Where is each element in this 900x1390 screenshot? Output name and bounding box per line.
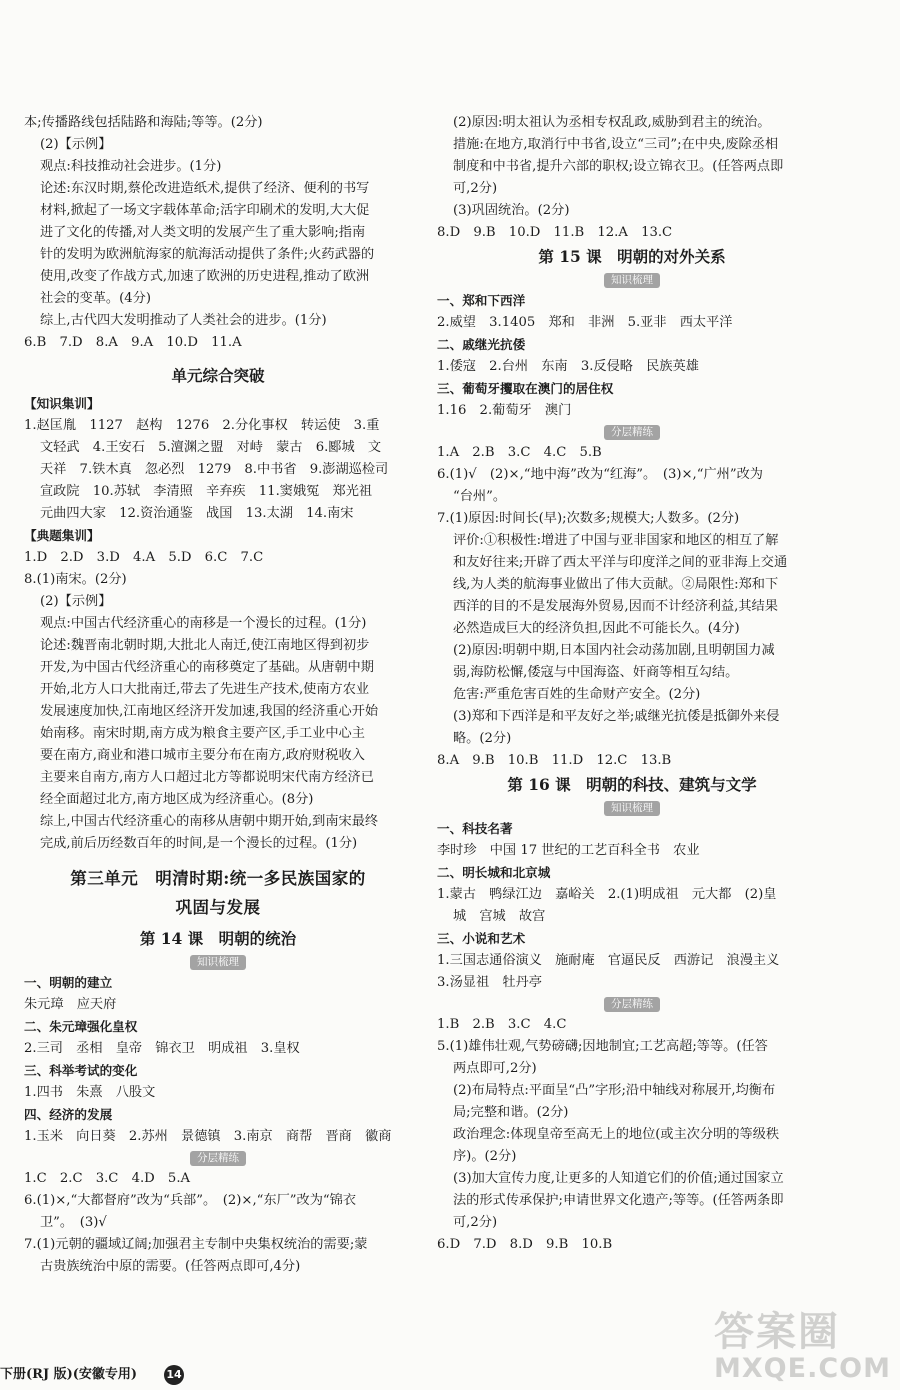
text-line: 经全面超过北方,南方地区成为经济重心。(8分) [40,792,314,807]
unit-review-title: 单元综合突破 [171,366,265,385]
answer-line: 6.D 7.D 8.D 9.B 10.B [437,1237,613,1252]
text-line: (2)原因:明太祖认为丞相专权乱政,威胁到君主的统治。 [453,115,771,130]
text-line: 开发,为中国古代经济重心的南移奠定了基础。从唐朝中期 [40,660,374,675]
section-heading: 四、经济的发展 [24,1107,113,1122]
text-line: 6.(1)×,“大都督府”改为“兵部”。 (2)×,“东厂”改为“锦衣 [24,1193,357,1208]
text-line: 论述:东汉时期,蔡伦改进造纸术,提供了经济、便利的书写 [40,181,370,196]
lesson-title: 第 15 课 明朝的对外关系 [538,247,726,266]
lesson-title: 第 14 课 明朝的统治 [139,929,297,948]
text-line: 两点即可,2分) [453,1061,537,1076]
text-line: (3)巩固统治。(2分) [453,203,570,218]
section-tag: 分层精练 [190,1151,246,1166]
section-tag: 分层精练 [604,425,660,440]
text-line: 略。(2分) [453,731,512,746]
text-line: 西洋的目的不是发展海外贸易,因而不计经济利益,其结果 [453,599,778,614]
text-line: 局;完整和谐。(2分) [453,1105,569,1120]
answer-line: 8.A 9.B 10.B 11.D 12.C 13.B [437,753,672,768]
text-line: 制度和中书省,提升六部的职权;设立锦衣卫。(任答两点即 [453,159,784,174]
text-line: 1.倭寇 2.台州 东南 3.反侵略 民族英雄 [437,359,699,374]
text-line: 综上,中国古代经济重心的南移从唐朝中期开始,到南宋最终 [40,814,379,829]
text-line: 措施:在地方,取消行中书省,设立“三司”;在中央,废除丞相 [453,137,779,152]
text-line: 宣政院 10.苏轼 李清照 辛弃疾 11.窦娥冤 郑光祖 [40,484,373,499]
text-line: 评价:①积极性:增进了中国与亚非国家和地区的相互了解 [453,533,779,548]
book-edition-label: 下册(RJ 版)(安徽专用) [0,1367,138,1382]
text-line: 开始,北方人口大批南迁,带去了先进生产技术,使南方农业 [40,682,370,697]
text-line: (3)加大宣传力度,让更多的人知道它们的价值;通过国家立 [453,1171,784,1186]
answer-line: 1.B 2.B 3.C 4.C [437,1017,567,1032]
unit-title: 第三单元 明清时期:统一多民族国家的 [70,869,366,888]
text-line: 主要来自南方,南方人口超过北方等都说明宋代南方经济已 [40,770,374,785]
text-line: 弱,海防松懈,倭寇与中国海盗、奸商等相互勾结。 [453,665,739,680]
text-line: 进了文化的传播,对人类文明的发展产生了重大影响;指南 [40,225,366,240]
watermark-url: MXQE.COM [714,1353,891,1384]
answer-line: 1.D 2.D 3.D 4.A 5.D 6.C 7.C [24,550,264,565]
section-tag: 分层精练 [604,997,660,1012]
text-line: 3.汤显祖 牡丹亭 [437,975,542,990]
text-line: 1.玉米 向日葵 2.苏州 景德镇 3.南京 商帮 晋商 徽商 [24,1129,392,1144]
text-line: 8.(1)南宋。(2分) [24,572,127,587]
answer-line: 1.A 2.B 3.C 4.C 5.B [437,445,602,460]
watermark-text: 答案圈 [714,1309,840,1355]
text-line: (2)【示例】 [40,594,112,609]
section-heading: 三、葡萄牙攫取在澳门的居住权 [437,381,614,396]
right-column [437,112,827,1256]
watermark-logo [714,1310,894,1386]
text-line: (2)原因:明朝中期,日本国内社会动荡加剧,且明朝国力减 [453,643,775,658]
section-heading: 【典题集训】 [24,528,100,543]
text-line: 针的发明为欧洲航海家的航海活动提供了条件;火药武器的 [40,247,375,262]
text-line: 7.(1)原因:时间长(早);次数多;规模大;人数多。(2分) [437,511,740,526]
text-line: 和友好往来;开辟了西太平洋与印度洋之间的亚非海上交通 [453,555,788,570]
text-line: 1.16 2.葡萄牙 澳门 [437,403,572,418]
text-line: 社会的变革。(4分) [40,291,151,306]
answer-line: 8.D 9.B 10.D 11.B 12.A 13.C [437,225,673,240]
section-heading: 一、科技名著 [437,821,513,836]
text-line: 6.(1)√ (2)×,“地中海”改为“红海”。 (3)×,“广州”改为 [437,467,763,482]
section-heading: 【知识集训】 [24,396,100,411]
text-line: (2)【示例】 [40,137,112,152]
section-heading: 二、戚继光抗倭 [437,337,526,352]
section-tag: 知识梳理 [604,273,660,288]
answer-line: 1.C 2.C 3.C 4.D 5.A [24,1171,191,1186]
text-line: 危害:严重危害百姓的生命财产安全。(2分) [453,687,701,702]
lesson-title: 第 16 课 明朝的科技、建筑与文学 [507,775,757,794]
answer-line: 6.B 7.D 8.A 9.A 10.D 11.A [24,335,242,350]
text-line: 5.(1)雄伟壮观,气势磅礴;因地制宜;工艺高超;等等。(任答 [437,1039,768,1054]
text-line: 线,为人类的航海事业做出了伟大贡献。②局限性:郑和下 [453,577,779,592]
text-line: 本;传播路线包括陆路和海陆;等等。(2分) [24,115,263,130]
text-line: 2.三司 丞相 皇帝 锦衣卫 明成祖 3.皇权 [24,1041,300,1056]
text-line: 可,2分) [453,1215,498,1230]
text-line: 城 宫城 故宫 [453,909,546,924]
section-heading: 一、明朝的建立 [24,975,113,990]
text-line: 文轻武 4.王安石 5.澶渊之盟 对峙 蒙古 6.郾城 文 [40,440,382,455]
text-line: 7.(1)元朝的疆域辽阔;加强君主专制中央集权统治的需要;蒙 [24,1237,368,1252]
left-column [24,112,412,1278]
text-line: 可,2分) [453,181,498,196]
text-line: “台州”。 [453,489,507,504]
text-line: 使用,改变了作战方式,加速了欧洲的历史进程,推动了欧洲 [40,269,370,284]
text-line: 1.蒙古 鸭绿江边 嘉峪关 2.(1)明成祖 元大都 (2)皇 [437,887,777,902]
text-line: 始南移。南宋时期,南方成为粮食主要产区,手工业中心主 [40,726,365,741]
section-heading: 二、明长城和北京城 [437,865,551,880]
text-line: 发展速度加快,江南地区经济开发加速,我国的经济重心开始 [40,704,379,719]
text-line: 古贵族统治中原的需要。(任答两点即可,4分) [40,1259,301,1274]
text-line: 序)。(2分) [453,1149,517,1164]
text-line: 1.四书 朱熹 八股文 [24,1085,156,1100]
text-line: 朱元璋 应天府 [24,997,117,1012]
text-line: 观点:中国古代经济重心的南移是一个漫长的过程。(1分) [40,616,367,631]
section-tag: 知识梳理 [190,955,246,970]
section-tag: 知识梳理 [604,801,660,816]
text-line: 元曲四大家 12.资治通鉴 战国 13.太湖 14.南宋 [40,506,354,521]
text-line: 完成,前后历经数百年的时间,是一个漫长的过程。(1分) [40,836,358,851]
text-line: 必然造成巨大的经济负担,因此不可能长久。(4分) [453,621,740,636]
text-line: 2.威望 3.1405 郑和 非洲 5.亚非 西太平洋 [437,315,733,330]
text-line: 材料,掀起了一场文字载体革命;活字印刷术的发明,大大促 [40,203,370,218]
text-line: 政治理念:体现皇帝至高无上的地位(或主次分明的等级秩 [453,1127,780,1142]
page-number: 14 [164,1365,184,1385]
text-line: 综上,古代四大发明推动了人类社会的进步。(1分) [40,313,327,328]
text-line: 1.三国志通俗演义 施耐庵 官逼民反 西游记 浪漫主义 [437,953,780,968]
text-line: (3)郑和下西洋是和平友好之举;戚继光抗倭是抵御外来侵 [453,709,780,724]
text-line: 论述:魏晋南北朝时期,大批北人南迁,使江南地区得到初步 [40,638,370,653]
section-heading: 三、科举考试的变化 [24,1063,138,1078]
text-line: 1.赵匡胤 1127 赵构 1276 2.分化事权 转运使 3.重 [24,418,380,433]
section-heading: 一、郑和下西洋 [437,293,526,308]
text-line: 要在南方,商业和港口城市主要分布在南方,政府财税收入 [40,748,365,763]
text-line: 卫”。 (3)√ [40,1215,107,1230]
section-heading: 二、朱元璋强化皇权 [24,1019,138,1034]
text-line: (2)布局特点:平面呈“凸”字形;沿中轴线对称展开,均衡布 [453,1083,776,1098]
unit-title: 巩固与发展 [175,898,261,917]
text-line: 观点:科技推动社会进步。(1分) [40,159,222,174]
text-line: 天祥 7.铁木真 忽必烈 1279 8.中书省 9.澎湖巡检司 [40,462,389,477]
text-line: 李时珍 中国 17 世纪的工艺百科全书 农业 [437,843,700,858]
section-heading: 三、小说和艺术 [437,931,526,946]
text-line: 法的形式传承保护;申请世界文化遗产;等等。(任答两条即 [453,1193,784,1208]
